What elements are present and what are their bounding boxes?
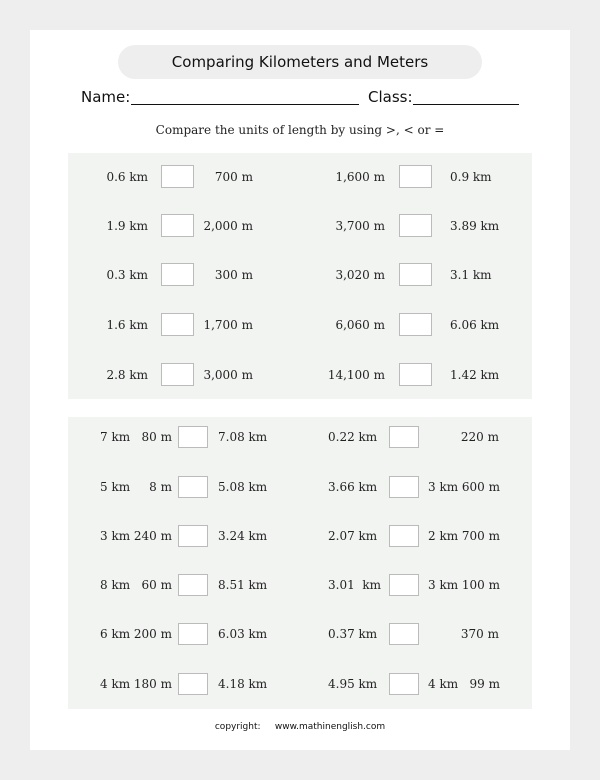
quantity-text: 5.08 km [218, 480, 268, 494]
answer-box[interactable] [399, 165, 432, 188]
quantity-text: 3 km 100 m [428, 578, 501, 592]
quantity-text: 3,020 m [335, 268, 385, 282]
quantity-text: 0.6 km [106, 170, 148, 184]
class-blank[interactable] [413, 104, 519, 105]
answer-box[interactable] [399, 214, 432, 237]
quantity-text: 3 km 600 m [428, 480, 501, 494]
quantity-text: 4 km 180 m [100, 677, 173, 691]
section-2-panel [68, 417, 532, 709]
name-class-row [81, 88, 521, 112]
quantity-text: 0.37 km [328, 627, 378, 641]
quantity-text: 3.66 km [328, 480, 378, 494]
quantity-text: 7.08 km [218, 430, 268, 444]
quantity-text: 2.07 km [328, 529, 378, 543]
name-label: Name: [81, 88, 131, 106]
name-blank[interactable] [131, 104, 359, 105]
worksheet-title: Comparing Kilometers and Meters [118, 45, 482, 79]
answer-box[interactable] [178, 476, 208, 498]
answer-box[interactable] [399, 313, 432, 336]
answer-box[interactable] [389, 623, 419, 645]
quantity-text: 6.03 km [218, 627, 268, 641]
quantity-text: 1.42 km [450, 368, 500, 382]
quantity-text: 2.8 km [106, 368, 148, 382]
quantity-text: 3.1 km [450, 268, 492, 282]
quantity-text: 3,000 m [203, 368, 253, 382]
footer [30, 722, 570, 732]
answer-box[interactable] [389, 476, 419, 498]
quantity-text: 2 km 700 m [428, 529, 501, 543]
answer-box[interactable] [178, 673, 208, 695]
quantity-text: 300 m [214, 268, 253, 282]
quantity-text: 4 km 99 m [428, 677, 501, 691]
answer-box[interactable] [399, 363, 432, 386]
answer-box[interactable] [399, 263, 432, 286]
quantity-text: 5 km 8 m [100, 480, 172, 494]
answer-box[interactable] [161, 313, 194, 336]
quantity-text: 370 m [460, 627, 499, 641]
quantity-text: 3.01 km [328, 578, 381, 592]
answer-box[interactable] [161, 165, 194, 188]
answer-box[interactable] [161, 363, 194, 386]
quantity-text: 220 m [460, 430, 499, 444]
answer-box[interactable] [178, 574, 208, 596]
website-link[interactable]: www.mathinenglish.com [274, 722, 386, 732]
quantity-text: 700 m [214, 170, 253, 184]
answer-box[interactable] [178, 426, 208, 448]
quantity-text: 1.9 km [106, 219, 148, 233]
quantity-text: 4.95 km [328, 677, 378, 691]
quantity-text: 3 km 240 m [100, 529, 173, 543]
quantity-text: 6,060 m [335, 318, 385, 332]
copyright-label: copyright: [214, 722, 261, 732]
answer-box[interactable] [178, 623, 208, 645]
answer-box[interactable] [389, 525, 419, 547]
answer-box[interactable] [178, 525, 208, 547]
quantity-text: 1,700 m [203, 318, 253, 332]
quantity-text: 3,700 m [335, 219, 385, 233]
answer-box[interactable] [161, 214, 194, 237]
quantity-text: 0.9 km [450, 170, 492, 184]
quantity-text: 0.22 km [328, 430, 378, 444]
quantity-text: 8.51 km [218, 578, 268, 592]
quantity-text: 3.24 km [218, 529, 268, 543]
answer-box[interactable] [389, 673, 419, 695]
answer-box[interactable] [389, 574, 419, 596]
answer-box[interactable] [389, 426, 419, 448]
quantity-text: 3.89 km [450, 219, 500, 233]
quantity-text: 6.06 km [450, 318, 500, 332]
instructions: Compare the units of length by using >, < or = [155, 123, 445, 137]
quantity-text: 1,600 m [335, 170, 385, 184]
quantity-text: 1.6 km [106, 318, 148, 332]
worksheet-page [30, 30, 570, 750]
quantity-text: 14,100 m [327, 368, 385, 382]
quantity-text: 6 km 200 m [100, 627, 173, 641]
quantity-text: 4.18 km [218, 677, 268, 691]
answer-box[interactable] [161, 263, 194, 286]
quantity-text: 8 km 60 m [100, 578, 173, 592]
quantity-text: 7 km 80 m [100, 430, 173, 444]
quantity-text: 2,000 m [203, 219, 253, 233]
quantity-text: 0.3 km [106, 268, 148, 282]
class-label: Class: [368, 88, 413, 106]
